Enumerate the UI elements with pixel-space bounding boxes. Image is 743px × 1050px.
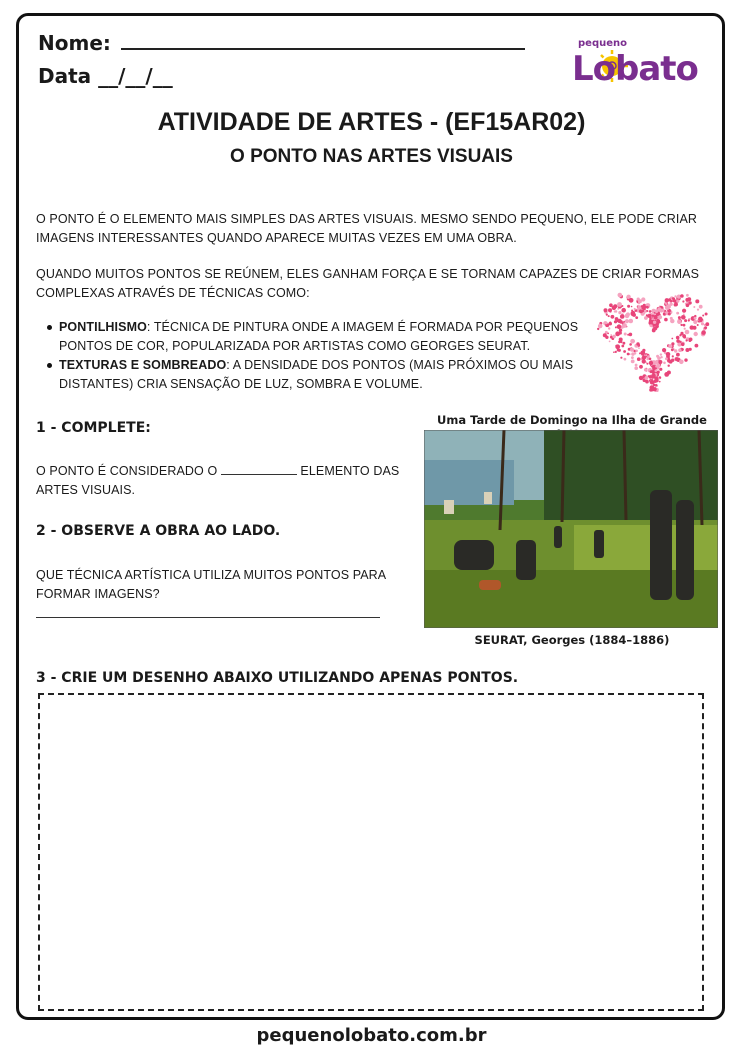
heart-dot <box>642 355 646 359</box>
list-item-text: : TÉCNICA DE PINTURA ONDE A IMAGEM É FORMADA POR PEQUENOS PONTOS DE COR, POPULARIZADA POR ARTISTAS COMO GEORGES SEURAT. <box>59 320 579 353</box>
heart-dot <box>693 326 697 330</box>
heart-dot <box>683 314 685 316</box>
logo <box>568 30 708 86</box>
heart-dot <box>672 355 674 357</box>
q1-text-after: ELEMENTO DAS ARTES VISUAIS. <box>36 464 400 497</box>
heart-dot <box>675 357 679 361</box>
list-item <box>36 318 591 356</box>
heart-dot <box>621 345 624 348</box>
heart-dot <box>670 300 672 302</box>
heart-dot <box>666 352 671 357</box>
heart-dot <box>705 324 707 326</box>
heart-dot <box>644 316 648 320</box>
heart-dot <box>671 348 674 351</box>
heart-dot <box>680 294 684 298</box>
heart-dot <box>698 317 702 321</box>
heart-dot <box>655 370 658 373</box>
heart-dot <box>639 365 643 369</box>
heart-dot <box>635 316 638 319</box>
heart-dot <box>656 355 659 358</box>
heart-dot <box>645 362 647 364</box>
artwork-image <box>424 430 718 628</box>
heart-dot <box>693 306 695 308</box>
q2-text: QUE TÉCNICA ARTÍSTICA UTILIZA MUITOS PONTOS PARA FORMAR IMAGENS? <box>36 568 386 601</box>
heart-dot <box>623 342 625 344</box>
heart-dot <box>643 313 645 315</box>
heart-dot <box>686 304 690 308</box>
heart-dot <box>685 298 689 302</box>
dotted-heart-image <box>593 292 715 392</box>
heart-dot <box>662 348 666 352</box>
heart-dot <box>677 320 681 324</box>
heart-dot <box>643 308 646 311</box>
heart-dot <box>685 348 689 352</box>
logo-graphic <box>568 30 708 86</box>
heart-dot <box>603 333 607 337</box>
heart-dot <box>642 359 646 363</box>
heart-dot <box>689 338 693 342</box>
intro-paragraph-1: O PONTO É O ELEMENTO MAIS SIMPLES DAS ARTES VISUAIS. MESMO SENDO PEQUENO, ELE PODE CRIAR IMAGENS INTERESSANTES QUANDO APARECE MUITAS VEZES EM UMA OBRA. <box>36 212 698 245</box>
heart-dot <box>645 354 647 356</box>
heart-dot <box>610 322 612 324</box>
heart-dot <box>702 321 704 323</box>
heart-dot <box>688 301 691 304</box>
heart-dot <box>693 320 697 324</box>
heart-dot <box>629 343 632 346</box>
heart-dot <box>686 339 688 341</box>
heart-dot <box>609 303 613 307</box>
heart-dot <box>615 351 617 353</box>
heart-dot <box>682 300 684 302</box>
drawing-area[interactable] <box>38 693 704 1011</box>
heart-dot <box>672 299 675 302</box>
heart-dot <box>627 353 630 356</box>
heart-dot <box>705 313 708 316</box>
heart-dot <box>701 330 706 335</box>
heart-dot <box>694 317 697 320</box>
heart-dot <box>615 317 619 321</box>
page-subtitle: O PONTO NAS ARTES VISUAIS <box>230 146 513 167</box>
heart-dot <box>686 294 689 297</box>
painting-image <box>424 430 718 628</box>
heart-dot <box>629 333 633 337</box>
list-item-term: TEXTURAS E SOMBREADO <box>59 358 227 372</box>
heart-dot <box>647 355 650 358</box>
heart-dot <box>679 341 681 343</box>
heart-dot <box>645 370 647 372</box>
heart-dot <box>701 322 704 325</box>
heart-dot <box>626 312 630 316</box>
heart-dot <box>627 305 630 308</box>
heart-dot <box>659 368 662 371</box>
heart-dot <box>615 326 617 328</box>
heart-dot <box>645 375 648 378</box>
heart-dot <box>604 308 608 312</box>
intro-paragraph-2: QUANDO MUITOS PONTOS SE REÚNEM, ELES GANHAM FORÇA E SE TORNAM CAPAZES DE CRIAR FORMAS COMPLEXAS ATRAVÉS DE TÉCNICAS COMO: <box>36 267 700 300</box>
heart-dot <box>665 357 668 360</box>
heart-dot <box>653 321 656 324</box>
heart-dot <box>613 351 615 353</box>
heart-dot <box>629 319 634 324</box>
page-title: ATIVIDADE DE ARTES - (EF15AR02) <box>157 108 586 136</box>
heart-dot <box>665 305 670 310</box>
heart-dot <box>606 314 608 316</box>
heart-dot <box>610 334 612 336</box>
heart-dot <box>646 310 648 312</box>
artwork-credit: SEURAT, Georges (1884–1886) <box>474 633 670 647</box>
heart-dot <box>624 333 627 336</box>
heart-dot <box>684 319 687 322</box>
heart-dot <box>663 362 666 365</box>
heart-dot <box>611 315 615 319</box>
heart-dot <box>668 365 670 367</box>
heart-dot <box>670 317 673 320</box>
heart-dot <box>674 349 677 352</box>
q1-text-before: O PONTO É CONSIDERADO O <box>36 464 218 478</box>
heart-dot <box>646 306 649 309</box>
heart-dot <box>676 300 679 303</box>
heart-dot <box>664 318 668 322</box>
heart-dot <box>682 309 686 313</box>
heart-dot <box>649 361 653 365</box>
heart-dot <box>697 309 699 311</box>
q1-answer-blank[interactable] <box>221 474 297 475</box>
heart-dot <box>652 315 654 317</box>
heart-dot <box>681 315 686 320</box>
heart-dot <box>679 345 681 347</box>
heart-dot <box>615 344 620 349</box>
heart-dot <box>608 327 610 329</box>
heart-dot <box>655 367 657 369</box>
heart-dot <box>699 305 703 309</box>
heart-dot <box>617 302 622 307</box>
heart-dot <box>671 338 673 340</box>
heart-dot <box>651 387 655 391</box>
heart-dot <box>684 328 686 330</box>
heart-dot <box>676 339 680 343</box>
heart-dot <box>634 352 637 355</box>
list-item-text: : A DENSIDADE DOS PONTOS (MAIS PRÓXIMOS OU MAIS DISTANTES) CRIA SENSAÇÃO DE LUZ, SOMBRA E VOLUME. <box>59 358 574 391</box>
heart-dot <box>623 350 626 353</box>
heart-dot <box>660 353 662 355</box>
heart-dot <box>635 364 638 367</box>
heart-dot <box>638 302 640 304</box>
heart-dot <box>678 348 682 352</box>
heart-dot <box>609 341 611 343</box>
list-item <box>36 356 591 394</box>
logo-top-word: pequeno <box>578 38 627 49</box>
heart-dot <box>676 353 680 357</box>
name-field <box>38 31 525 55</box>
q1-text <box>36 462 411 500</box>
heart-dot <box>695 299 699 303</box>
heart-dot <box>656 314 658 316</box>
heart-dot <box>630 348 634 352</box>
heart-dot <box>697 324 699 326</box>
heart-dot <box>680 324 682 326</box>
heart-dot <box>638 347 640 349</box>
logo-main-word: Lobato <box>572 49 698 86</box>
heart-dot <box>681 343 685 347</box>
heart-dot <box>620 314 625 319</box>
heart-dot <box>654 315 658 319</box>
heart-dot <box>614 320 617 323</box>
heart-dot <box>620 341 622 343</box>
heart-dot <box>667 359 670 362</box>
q1-heading: 1 - COMPLETE: <box>36 420 151 436</box>
heart-dot <box>680 332 683 335</box>
heart-dot <box>650 371 652 373</box>
heart-dot <box>683 324 686 327</box>
heart-dot <box>674 303 678 307</box>
heart-dot <box>659 321 661 323</box>
heart-dot <box>620 357 622 359</box>
heart-dot <box>630 339 635 344</box>
heart-dot <box>649 310 652 313</box>
heart-dot <box>656 326 658 328</box>
heart-dot <box>624 358 627 361</box>
heart-dot <box>617 349 620 352</box>
heart-dot <box>676 312 679 315</box>
heart-dot <box>659 381 661 383</box>
heart-dot <box>702 315 704 317</box>
heart-dot <box>678 316 681 319</box>
heart-dot <box>684 358 687 361</box>
heart-dot <box>636 342 639 345</box>
heart-dot <box>668 313 671 316</box>
name-label: Nome: <box>38 31 111 55</box>
artwork-title: Uma Tarde de Domingo na Ilha de Grande <box>437 413 707 427</box>
heart-dot <box>597 328 599 330</box>
list-item-term: PONTILHISMO <box>59 320 147 334</box>
heart-dot <box>635 350 638 353</box>
heart-dot <box>598 324 603 329</box>
heart-dot <box>641 351 646 356</box>
heart-dot <box>641 297 645 301</box>
heart-dot <box>634 366 638 370</box>
q3-heading: 3 - CRIE UM DESENHO ABAIXO UTILIZANDO APENAS PONTOS. <box>36 670 519 686</box>
heart-dot <box>637 298 640 301</box>
heart-dot <box>658 360 662 364</box>
name-line[interactable] <box>121 34 525 50</box>
heart-dot <box>629 298 634 303</box>
heart-dot <box>704 326 707 329</box>
heart-dot <box>694 332 698 336</box>
heart-dot <box>661 309 665 313</box>
heart-dot <box>619 331 622 334</box>
heart-dot <box>631 356 634 359</box>
heart-dot <box>608 308 612 312</box>
heart-dot <box>649 358 652 361</box>
heart-dot <box>608 315 610 317</box>
heart-dot <box>637 357 641 361</box>
technique-list <box>36 318 591 394</box>
heart-dot <box>618 311 621 314</box>
heart-dot <box>642 310 644 312</box>
heart-dot <box>654 312 656 314</box>
heart-dot <box>606 322 608 324</box>
heart-dot <box>625 319 629 323</box>
heart-dot <box>648 314 652 318</box>
heart-dot <box>656 364 660 368</box>
heart-dot <box>667 371 671 375</box>
heart-dot <box>679 360 684 365</box>
heart-dot <box>668 344 672 348</box>
heart-dot <box>634 308 636 310</box>
heart-dot <box>617 324 622 329</box>
heart-dot <box>621 308 626 313</box>
heart-dot <box>618 293 623 298</box>
heart-dot <box>607 333 609 335</box>
heart-dot <box>615 310 618 313</box>
heart-dot <box>685 330 690 335</box>
heart-dot <box>641 305 643 307</box>
heart-dot <box>622 323 627 328</box>
heart-dot <box>631 306 633 308</box>
heart-dot <box>612 335 616 339</box>
heart-dot <box>656 379 659 382</box>
heart-dot <box>695 344 699 348</box>
heart-dot <box>681 348 684 351</box>
heart-dot <box>674 295 676 297</box>
footer-website: pequenolobato.com.br <box>256 1025 487 1046</box>
heart-dot <box>665 303 667 305</box>
heart-dot <box>631 360 635 364</box>
heart-dot <box>639 352 641 354</box>
heart-dot <box>631 311 636 316</box>
q2-answer-line[interactable] <box>36 617 380 618</box>
heart-icon <box>593 292 715 392</box>
heart-dot <box>657 319 659 321</box>
heart-dot <box>688 319 690 321</box>
q2-heading: 2 - OBSERVE A OBRA AO LADO. <box>36 523 281 539</box>
heart-dot <box>683 336 686 339</box>
heart-dot <box>650 376 652 378</box>
date-label: Data __/__/__ <box>38 64 173 88</box>
heart-dot <box>676 336 680 340</box>
heart-dot <box>650 380 655 385</box>
